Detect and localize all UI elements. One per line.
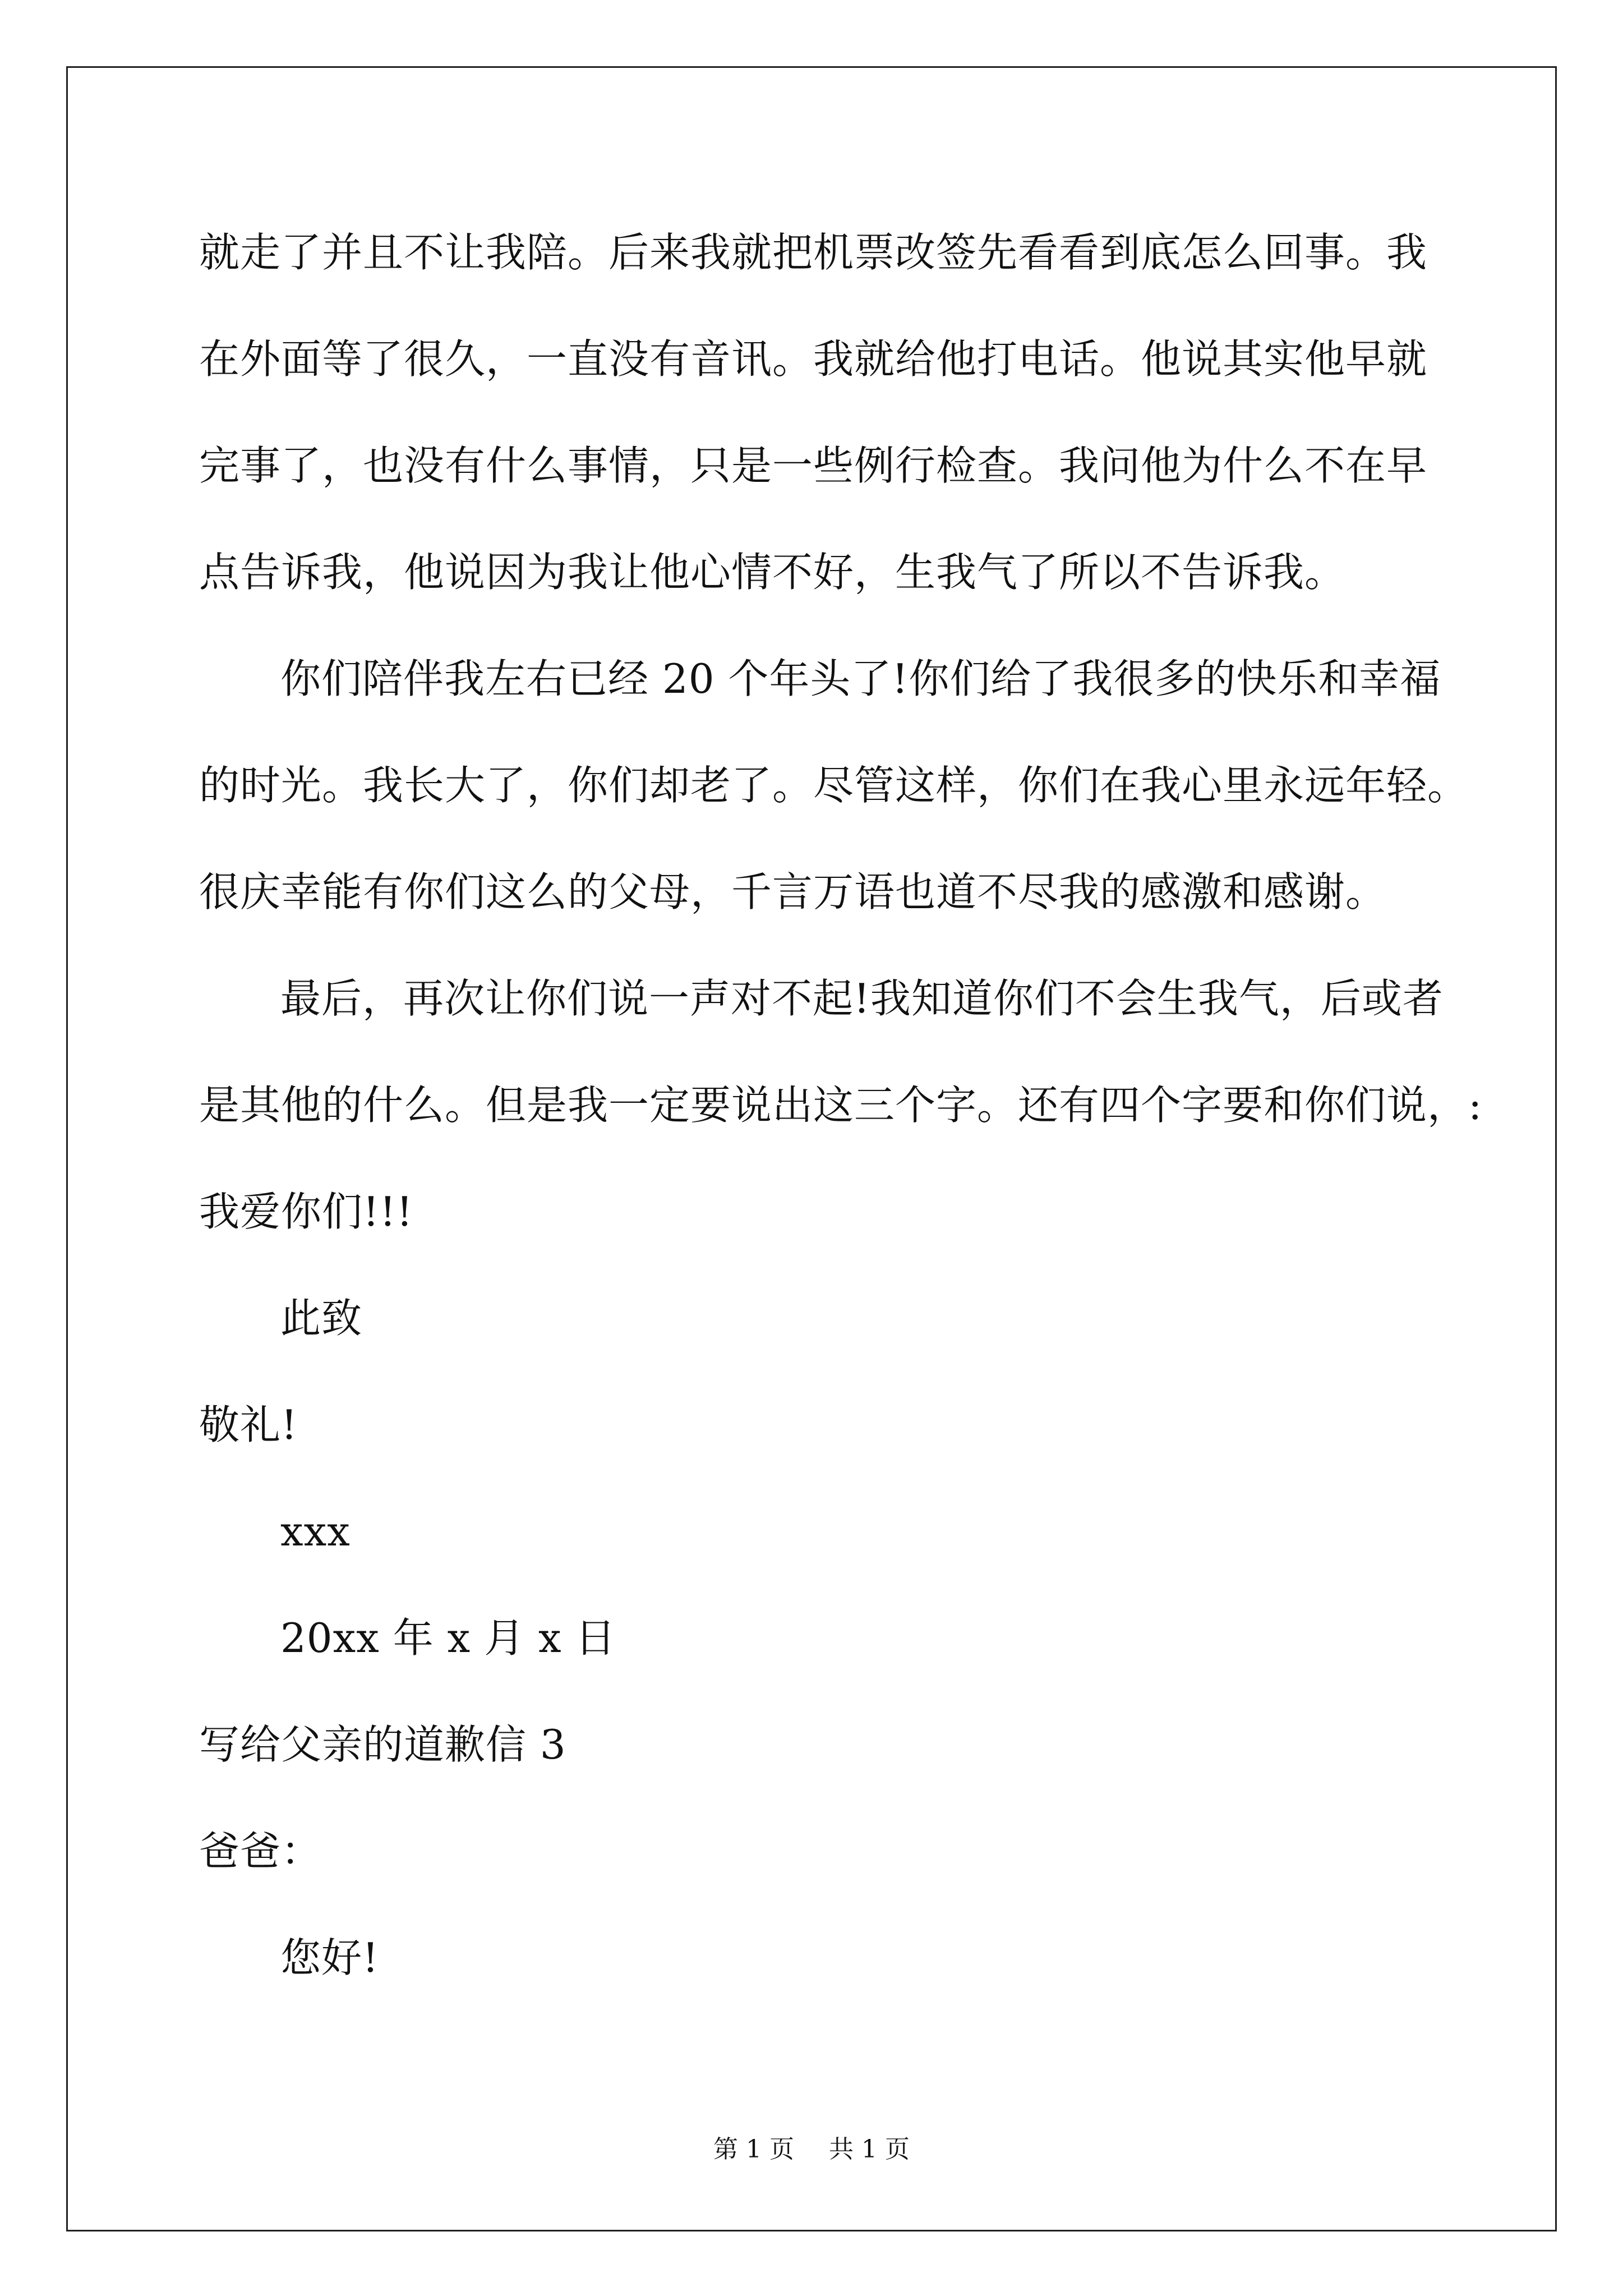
text-line: 很庆幸能有你们这么的父母，千言万语也道不尽我的感激和感谢。 [199,868,1387,915]
text-line: 是其他的什么。但是我一定要说出这三个字。还有四个字要和你们说，: [199,1082,1483,1129]
page-footer [0,2129,1623,2165]
text-line: 就走了并且不让我陪。后来我就把机票改签先看看到底怎么回事。我 [199,229,1428,276]
text-line: 的时光。我长大了，你们却老了。尽管这样，你们在我心里永远年轻。 [199,762,1469,809]
paragraph-start: 你们陪伴我左右已经 20 个年头了!你们给了我很多的快乐和幸福 [280,655,1441,702]
page-total: 共 1 页 [829,2135,910,2164]
signature-date: 20xx 年 x 月 x 日 [280,1614,616,1662]
text-line: 完事了，也没有什么事情，只是一些例行检查。我问他为什么不在早 [199,442,1428,489]
closing-phrase: 此致 [280,1295,363,1342]
text-line: 在外面等了很久，一直没有音讯。我就给他打电话。他说其实他早就 [199,335,1428,383]
section-title: 写给父亲的道歉信 3 [199,1721,566,1768]
letter-opening: 您好! [280,1934,379,1981]
letter-greeting: 爸爸： [199,1828,322,1875]
signature-name: xxx [280,1508,351,1555]
text-line: 我爱你们!!! [199,1188,413,1235]
document-body [199,222,1483,2033]
paragraph-start: 最后，再次让你们说一声对不起!我知道你们不会生我气，后或者 [280,975,1444,1022]
salutation-closing: 敬礼! [199,1401,298,1448]
page-number: 第 1 页 [713,2135,794,2164]
text-line: 点告诉我，他说因为我让他心情不好，生我气了所以不告诉我。 [199,549,1346,596]
